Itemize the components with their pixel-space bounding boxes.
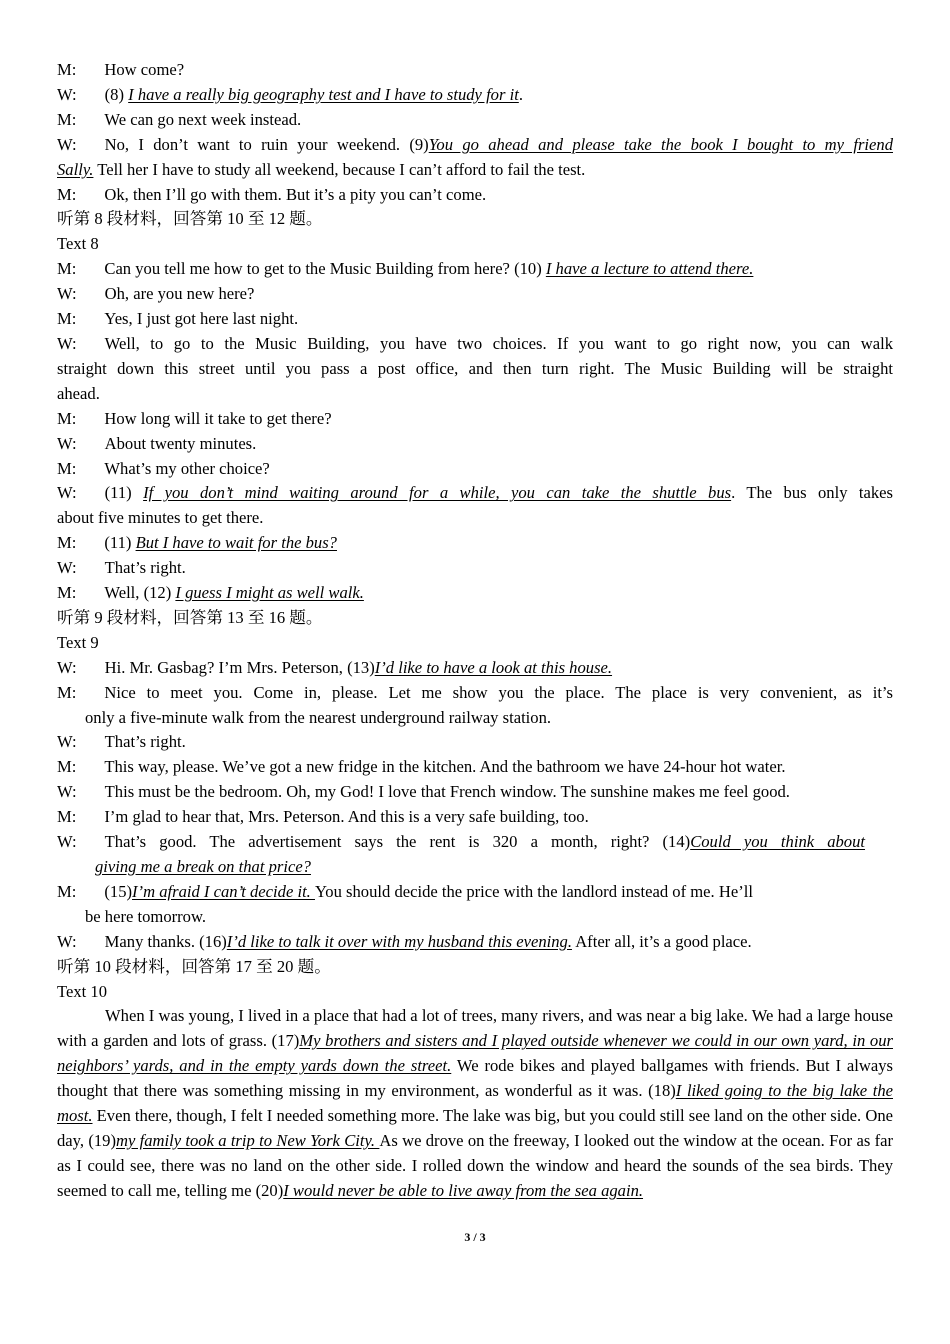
dialogue-line: M: Ok, then I’ll go with them. But it’s a pity you can’t come. bbox=[57, 184, 487, 204]
dialogue-line: W: Well, to go to the Music Building, you have two choices. If you want to go right now, you can walk bbox=[57, 333, 893, 353]
answer-text: I guess I might as well walk. bbox=[175, 583, 364, 603]
dialogue-line: M: Well, (12) I guess I might as well walk. bbox=[57, 583, 364, 603]
answer-text: I would never be able to live away from the sea again. bbox=[283, 1180, 644, 1200]
dialogue-line: M: (11) But I have to wait for the bus? bbox=[57, 533, 337, 553]
passage-paragraph: When I was young, I lived in a place that had a lot of trees, many rivers, and was near a big lake. We had a large house with a garden and lots of grass. (17)My brothers and sisters and I played outside whenever we could in our own yard, in our neighbors’ yards, and in the empty yards down the street. We rode bikes and played ballgames with friends. But I always thought that there was something missing in my environment, as wonderful as it was. (18)I liked going to the big lake the most. Even there, though, I felt I needed something more. The lake was big, but you could still see land on the other side. One day, (19)my family took a trip to New York City. As we drove on the freeway, I looked out the window at the ocean. For as far as I could see, there was no land on the other side. I rolled down the window and heard the sounds of the sea birds. They seemed to call me, telling me (20)I would never be able to live away from the sea again. bbox=[57, 1006, 893, 1200]
dialogue-line: W: That’s right. bbox=[57, 558, 186, 578]
text-label: Text 8 bbox=[57, 234, 99, 254]
answer-text: You go ahead and please take the book I bought to my friend bbox=[428, 134, 893, 154]
dialogue-line: W: Many thanks. (16)I’d like to talk it over with my husband this evening. After all, it’s a good place. bbox=[57, 931, 752, 951]
dialogue-line: W: No, I don’t want to ruin your weekend. (9)You go ahead and please take the book I bought to my friend bbox=[57, 134, 893, 154]
dialogue-line: W: (11) If you don’t mind waiting around for a while, you can take the shuttle bus. The bus only takes bbox=[57, 483, 893, 503]
answer-text: Could you think about bbox=[690, 832, 866, 852]
text-label: Text 10 bbox=[57, 981, 107, 1001]
answer-text: I’m afraid I can’t decide it. bbox=[132, 881, 315, 901]
answer-text: I have a really big geography test and I have to study for it bbox=[128, 84, 519, 104]
dialogue-line: M: Nice to meet you. Come in, please. Let me show you the place. The place is very convenient, as it’s bbox=[57, 682, 893, 702]
dialogue-line: Sally. Tell her I have to study all weekend, because I can’t afford to fail the test. bbox=[57, 159, 586, 179]
dialogue-line: M: We can go next week instead. bbox=[57, 109, 302, 129]
answer-text: But I have to wait for the bus? bbox=[135, 533, 337, 553]
dialogue-line: W: That’s good. The advertisement says the rent is 320 a month, right? (14)Could you think about bbox=[57, 832, 866, 852]
dialogue-line: M: Yes, I just got here last night. bbox=[57, 309, 299, 329]
section-heading: 听第 9 段材料，回答第 13 至 16 题。 bbox=[57, 607, 323, 627]
dialogue-line: W: About twenty minutes. bbox=[57, 433, 257, 453]
dialogue-line: M: This way, please. We’ve got a new fridge in the kitchen. And the bathroom we have 24-hour hot water. bbox=[57, 757, 786, 777]
answer-text: My brothers and sisters and I played outside whenever we could in our own yard, in our neighbors’ yards, and in the empty yards down the street. bbox=[57, 1031, 893, 1076]
text-label: Text 9 bbox=[57, 632, 99, 652]
dialogue-line: M: What’s my other choice? bbox=[57, 458, 270, 478]
dialogue-line: M: How come? bbox=[57, 60, 185, 79]
dialogue-line: W: Hi. Mr. Gasbag? I’m Mrs. Peterson, (13)I’d like to have a look at this house. bbox=[57, 657, 613, 677]
dialogue-line: straight down this street until you pass a post office, and then turn right. The Music Building will be straight bbox=[57, 358, 893, 378]
answer-text: I’d like to have a look at this house. bbox=[374, 657, 613, 677]
dialogue-line: W: Oh, are you new here? bbox=[57, 284, 255, 304]
section-heading: 听第 8 段材料，回答第 10 至 12 题。 bbox=[57, 209, 323, 229]
answer-text: I liked going to the big lake the most. bbox=[57, 1081, 893, 1126]
dialogue-line: M: I’m glad to hear that, Mrs. Peterson. And this is a very safe building, too. bbox=[57, 807, 589, 827]
section-heading: 听第 10 段材料，回答第 17 至 20 题。 bbox=[57, 956, 331, 976]
answer-text: If you don’t mind waiting around for a while, you can take the shuttle bus bbox=[143, 483, 732, 503]
answer-text: Sally. bbox=[57, 159, 94, 179]
dialogue-line: W: This must be the bedroom. Oh, my God! I love that French window. The sunshine makes me feel good. bbox=[57, 782, 790, 802]
dialogue-line: ahead. bbox=[57, 383, 100, 403]
dialogue-line: W: That’s right. bbox=[57, 732, 186, 752]
answer-text: I’d like to talk it over with my husband this evening. bbox=[226, 931, 572, 951]
dialogue-line: M: Can you tell me how to get to the Music Building from here? (10) I have a lecture to attend there. bbox=[57, 259, 754, 279]
dialogue-line: about five minutes to get there. bbox=[57, 508, 264, 528]
document-page bbox=[57, 58, 893, 1204]
dialogue-line: only a five-minute walk from the nearest underground railway station. bbox=[85, 707, 552, 727]
dialogue-line: M: (15)I’m afraid I can’t decide it. You should decide the price with the landlord instead of me. He’ll bbox=[57, 881, 753, 901]
dialogue-line: M: How long will it take to get there? bbox=[57, 408, 332, 428]
answer-text: I have a lecture to attend there. bbox=[545, 259, 754, 279]
dialogue-line: W: (8) I have a really big geography test and I have to study for it. bbox=[57, 84, 523, 104]
answer-text: giving me a break on that price? bbox=[95, 857, 311, 876]
dialogue-line bbox=[57, 855, 893, 880]
dialogue-line: be here tomorrow. bbox=[85, 906, 207, 926]
answer-text: my family took a trip to New York City. bbox=[115, 1130, 380, 1150]
page-number: 3 / 3 bbox=[464, 1230, 486, 1244]
